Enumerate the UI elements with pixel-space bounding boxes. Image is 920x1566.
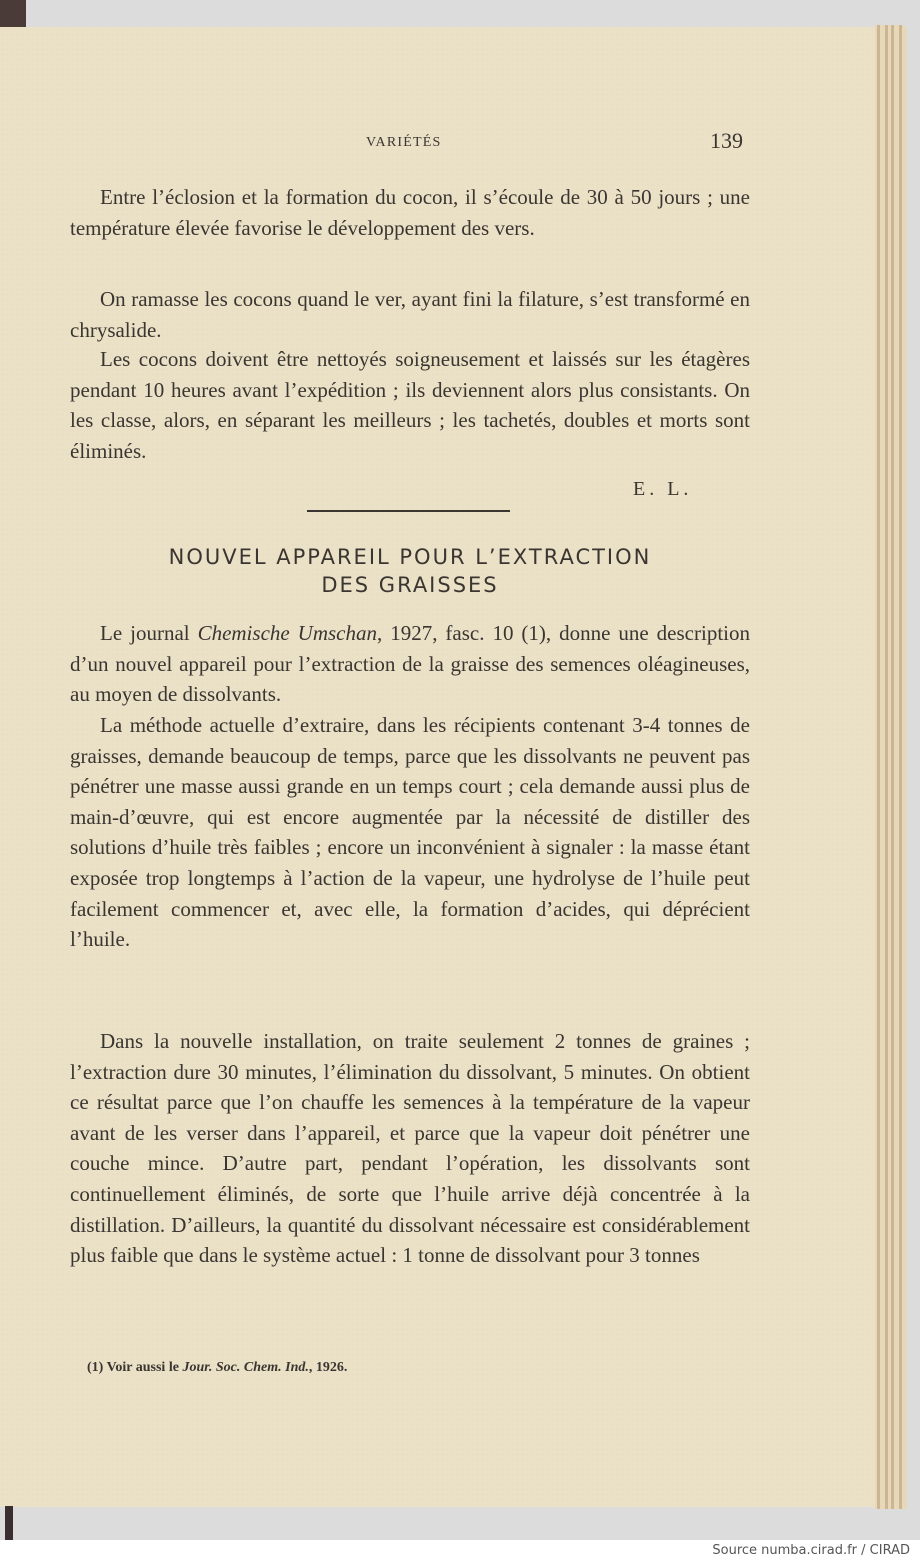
page-number: 139 (710, 128, 743, 153)
section-divider (307, 510, 510, 512)
scan-corner-top-left (0, 0, 26, 27)
paragraph: Le journal Chemische Umschan, 1927, fasc. 10 (1), donne une description d’un nouvel appareil pour l’extraction de la graisse des semences oléagineuses, au moyen de dissolvants. (70, 621, 750, 707)
paragraph: On ramasse les cocons quand le ver, ayant fini la filature, s’est transformé en chrysalide. (70, 287, 750, 342)
paragraph: La méthode actuelle d’extraire, dans les récipients contenant 3-4 tonnes de graisses, demande beaucoup de temps, parce que les dissolvants ne peuvent pas pénétrer une masse aussi grande en un temps court ; cela demande aussi plus de main-d’œuvre, qui est encore augmentée par la nécessité de distiller des solutions d’huile très faibles ; encore un inconvénient à signaler : la masse étant exposée trop longtemps à l’action de la vapeur, une hydrolyse de l’huile peut facilement commencer et, avec elle, la formation d’acides, qui déprécient l’huile. (70, 713, 750, 952)
paragraph: Les cocons doivent être nettoyés soigneusement et laissés sur les étagères pendant 10 heures avant l’expédition ; ils deviennent alors plus consistants. On les classe, alors, en séparant les meilleurs ; les tachetés, doubles et morts sont éliminés. (70, 347, 750, 463)
paragraph: Entre l’éclosion et la formation du cocon, il s’écoule de 30 à 50 jours ; une température élevée favorise le développement des vers. (70, 185, 750, 240)
article-title: NOUVEL APPAREIL POUR L’EXTRACTION DES GRAISSES (168, 545, 652, 597)
journal-name: Chemische Umschan (197, 621, 377, 645)
running-title: VARIÉTÉS (366, 135, 442, 150)
author-signature: E. L. (633, 478, 693, 500)
scan-corner-bottom-left (5, 1506, 13, 1540)
paragraph: Dans la nouvelle installation, on traite seulement 2 tonnes de graines ; l’extraction dure 30 minutes, l’élimination du dissolvant, 5 minutes. On obtient ce résultat parce que l’on chauffe les semences à la température de la vapeur avant de les verser dans l’appareil, et parce que la vapeur doit pénétrer une couche mince. D’autre part, pendant l’opération, les dissolvants sont continuellement éliminés, de sorte que l’huile arrive déjà concentrée à la distillation. D’ailleurs, la quantité du dissolvant nécessaire est considérablement plus faible que dans le système actuel : 1 tonne de dissolvant pour 3 tonnes (70, 1029, 750, 1268)
footnote: (1) Voir aussi le Jour. Soc. Chem. Ind., 1926. (87, 1360, 348, 1375)
source-credit: Source numba.cirad.fr / CIRAD (712, 1543, 910, 1558)
page-stack-edge (875, 25, 907, 1509)
